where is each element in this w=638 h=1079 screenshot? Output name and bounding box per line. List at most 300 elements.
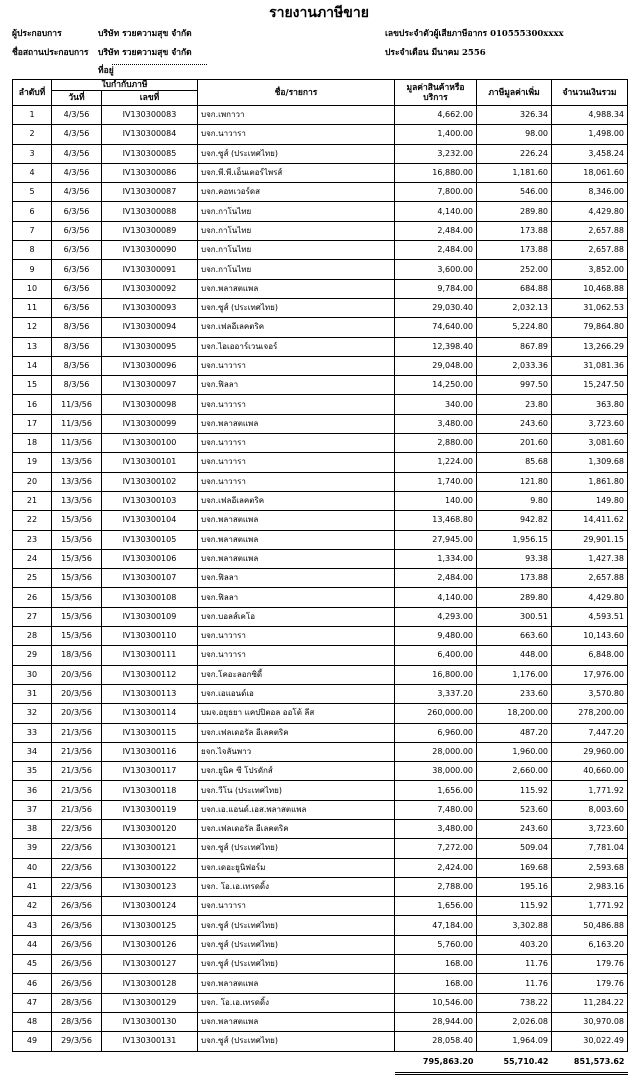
row-value: 1,740.00 <box>395 472 477 491</box>
row-no: 25 <box>13 569 52 588</box>
row-no: 38 <box>13 819 52 838</box>
row-total: 2,657.88 <box>552 569 628 588</box>
row-date: 4/3/56 <box>52 144 102 163</box>
row-vat: 2,033.36 <box>477 356 552 375</box>
row-invoice-number: IV130300107 <box>102 569 198 588</box>
row-value: 14,250.00 <box>395 376 477 395</box>
row-total: 4,593.51 <box>552 607 628 626</box>
table-row <box>13 376 628 395</box>
row-invoice-number: IV130300104 <box>102 511 198 530</box>
row-name: บจก.เอ.แอนด์.เอส.พลาสตแพล <box>198 800 395 819</box>
row-name: บจก.พลาสตแพล <box>198 279 395 298</box>
row-name: บจก.นาวารา <box>198 125 395 144</box>
row-invoice-number: IV130300086 <box>102 163 198 182</box>
row-invoice-number: IV130300093 <box>102 298 198 317</box>
row-invoice-number: IV130300083 <box>102 106 198 125</box>
row-date: 8/3/56 <box>52 376 102 395</box>
row-value: 1,400.00 <box>395 125 477 144</box>
row-date: 13/3/56 <box>52 453 102 472</box>
table-row <box>13 183 628 202</box>
row-name: บจก.นาวารา <box>198 627 395 646</box>
row-invoice-number: IV130300113 <box>102 684 198 703</box>
row-no: 30 <box>13 665 52 684</box>
row-vat: 663.60 <box>477 627 552 646</box>
row-no: 26 <box>13 588 52 607</box>
row-date: 15/3/56 <box>52 588 102 607</box>
row-name: บจก.คอทเวอร์ดส <box>198 183 395 202</box>
row-name: บจก.นาวารา <box>198 646 395 665</box>
row-vat: 98.00 <box>477 125 552 144</box>
row-date: 8/3/56 <box>52 356 102 375</box>
table-row <box>13 723 628 742</box>
table-row <box>13 858 628 877</box>
row-vat: 121.80 <box>477 472 552 491</box>
period: ประจำเดือน มีนาคม 2556 <box>385 48 486 58</box>
row-invoice-number: IV130300123 <box>102 877 198 896</box>
row-name: บจก.กาโนไทย <box>198 241 395 260</box>
row-value: 168.00 <box>395 955 477 974</box>
row-value: 4,662.00 <box>395 106 477 125</box>
row-date: 4/3/56 <box>52 183 102 202</box>
table-row <box>13 993 628 1012</box>
row-value: 2,788.00 <box>395 877 477 896</box>
row-date: 6/3/56 <box>52 279 102 298</box>
table-row <box>13 935 628 954</box>
row-name: ยจก.ไจลันพาว <box>198 742 395 761</box>
row-invoice-number: IV130300116 <box>102 742 198 761</box>
table-row <box>13 569 628 588</box>
row-total: 8,003.60 <box>552 800 628 819</box>
row-value: 74,640.00 <box>395 318 477 337</box>
row-total: 2,593.68 <box>552 858 628 877</box>
row-date: 13/3/56 <box>52 472 102 491</box>
row-invoice-number: IV130300124 <box>102 897 198 916</box>
row-vat: 23.80 <box>477 395 552 414</box>
row-total: 7,447.20 <box>552 723 628 742</box>
row-vat: 1,964.09 <box>477 1032 552 1051</box>
row-vat: 11.76 <box>477 955 552 974</box>
row-invoice-number: IV130300101 <box>102 453 198 472</box>
row-invoice-number: IV130300085 <box>102 144 198 163</box>
row-invoice-number: IV130300125 <box>102 916 198 935</box>
row-total: 11,284.22 <box>552 993 628 1012</box>
table-row <box>13 337 628 356</box>
row-no: 9 <box>13 260 52 279</box>
row-name: บจก.พลาสตแพล <box>198 549 395 568</box>
row-no: 29 <box>13 646 52 665</box>
row-total: 4,988.34 <box>552 106 628 125</box>
row-date: 6/3/56 <box>52 221 102 240</box>
row-vat: 942.82 <box>477 511 552 530</box>
table-row <box>13 356 628 375</box>
row-total: 4,429.80 <box>552 202 628 221</box>
row-vat: 5,224.80 <box>477 318 552 337</box>
row-invoice-number: IV130300095 <box>102 337 198 356</box>
row-value: 3,337.20 <box>395 684 477 703</box>
row-no: 14 <box>13 356 52 375</box>
row-date: 26/3/56 <box>52 955 102 974</box>
row-no: 21 <box>13 491 52 510</box>
row-vat: 546.00 <box>477 183 552 202</box>
row-no: 47 <box>13 993 52 1012</box>
row-value: 2,424.00 <box>395 858 477 877</box>
row-total: 4,429.80 <box>552 588 628 607</box>
address-label: ที่อยู่ <box>98 66 114 76</box>
row-name: บจก. โอ.เอ.เทรดดิ้ง <box>198 993 395 1012</box>
address-dotted-line <box>112 64 207 65</box>
sales-tax-table <box>12 79 628 1075</box>
row-value: 4,140.00 <box>395 202 477 221</box>
row-name: บมจ.อยุธยา แคปปิตอล ออโต้ ลีส <box>198 704 395 723</box>
col-total-header: จำนวนเงินรวม <box>552 80 628 106</box>
row-vat: 252.00 <box>477 260 552 279</box>
row-name: บจก.ซูส์ (ประเทศไทย) <box>198 839 395 858</box>
row-no: 27 <box>13 607 52 626</box>
row-no: 41 <box>13 877 52 896</box>
row-vat: 1,181.60 <box>477 163 552 182</box>
row-vat: 300.51 <box>477 607 552 626</box>
row-vat: 509.04 <box>477 839 552 858</box>
table-row <box>13 762 628 781</box>
row-no: 1 <box>13 106 52 125</box>
col-value-header-line1: มูลค่าสินค้าหรือ <box>406 82 465 93</box>
row-value: 47,184.00 <box>395 916 477 935</box>
row-name: บจก.ซูส์ (ประเทศไทย) <box>198 298 395 317</box>
row-date: 15/3/56 <box>52 530 102 549</box>
row-name: บจก.เฟลเดอรัล อีเลคตริค <box>198 723 395 742</box>
row-date: 22/3/56 <box>52 839 102 858</box>
tax-id: เลขประจำตัวผู้เสียภาษีอากร 010555300xxxx <box>385 29 564 39</box>
row-date: 21/3/56 <box>52 723 102 742</box>
row-no: 2 <box>13 125 52 144</box>
col-invoice-group-header: ใบกำกับภาษี <box>52 80 198 91</box>
row-total: 1,771.92 <box>552 897 628 916</box>
row-vat: 173.88 <box>477 221 552 240</box>
row-vat: 1,176.00 <box>477 665 552 684</box>
row-value: 16,800.00 <box>395 665 477 684</box>
table-row <box>13 106 628 125</box>
row-total: 8,346.00 <box>552 183 628 202</box>
row-value: 6,960.00 <box>395 723 477 742</box>
table-row <box>13 588 628 607</box>
row-vat: 487.20 <box>477 723 552 742</box>
row-invoice-number: IV130300087 <box>102 183 198 202</box>
table-row <box>13 897 628 916</box>
row-invoice-number: IV130300115 <box>102 723 198 742</box>
row-date: 28/3/56 <box>52 1012 102 1031</box>
row-invoice-number: IV130300129 <box>102 993 198 1012</box>
row-name: บจก.นาวารา <box>198 472 395 491</box>
table-row <box>13 627 628 646</box>
row-name: บจก.เดอะยูนิฟอร์ม <box>198 858 395 877</box>
row-total: 29,901.15 <box>552 530 628 549</box>
row-date: 26/3/56 <box>52 974 102 993</box>
row-name: บจก.พลาสตแพล <box>198 530 395 549</box>
row-no: 20 <box>13 472 52 491</box>
row-date: 28/3/56 <box>52 993 102 1012</box>
row-total: 2,657.88 <box>552 221 628 240</box>
row-date: 20/3/56 <box>52 665 102 684</box>
row-no: 44 <box>13 935 52 954</box>
row-total: 31,062.53 <box>552 298 628 317</box>
row-value: 1,224.00 <box>395 453 477 472</box>
row-value: 27,945.00 <box>395 530 477 549</box>
row-date: 21/3/56 <box>52 742 102 761</box>
row-invoice-number: IV130300127 <box>102 955 198 974</box>
row-value: 10,546.00 <box>395 993 477 1012</box>
row-vat: 1,960.00 <box>477 742 552 761</box>
row-value: 3,232.00 <box>395 144 477 163</box>
row-date: 4/3/56 <box>52 163 102 182</box>
row-invoice-number: IV130300120 <box>102 819 198 838</box>
row-date: 8/3/56 <box>52 318 102 337</box>
row-invoice-number: IV130300089 <box>102 221 198 240</box>
row-invoice-number: IV130300130 <box>102 1012 198 1031</box>
table-row <box>13 839 628 858</box>
row-value: 4,293.00 <box>395 607 477 626</box>
row-no: 13 <box>13 337 52 356</box>
row-total: 50,486.88 <box>552 916 628 935</box>
table-body <box>13 106 628 1052</box>
row-invoice-number: IV130300114 <box>102 704 198 723</box>
row-total: 1,771.92 <box>552 781 628 800</box>
row-date: 26/3/56 <box>52 897 102 916</box>
row-total: 3,723.60 <box>552 414 628 433</box>
table-row <box>13 221 628 240</box>
row-no: 3 <box>13 144 52 163</box>
row-name: บจก.ซูส์ (ประเทศไทย) <box>198 955 395 974</box>
row-name: บจก.นาวารา <box>198 897 395 916</box>
row-total: 2,657.88 <box>552 241 628 260</box>
row-total: 18,061.60 <box>552 163 628 182</box>
row-value: 3,480.00 <box>395 414 477 433</box>
row-name: บจก.พลาสตแพล <box>198 511 395 530</box>
row-vat: 738.22 <box>477 993 552 1012</box>
row-no: 49 <box>13 1032 52 1051</box>
table-row <box>13 877 628 896</box>
row-total: 1,309.68 <box>552 453 628 472</box>
row-no: 12 <box>13 318 52 337</box>
row-vat: 3,302.88 <box>477 916 552 935</box>
row-date: 15/3/56 <box>52 549 102 568</box>
row-total: 30,970.08 <box>552 1012 628 1031</box>
row-name: บจก.ฟิลลา <box>198 588 395 607</box>
row-name: บจก.เอแอนด์เอ <box>198 684 395 703</box>
row-value: 9,784.00 <box>395 279 477 298</box>
row-total: 1,427.38 <box>552 549 628 568</box>
table-row <box>13 530 628 549</box>
row-no: 39 <box>13 839 52 858</box>
table-row <box>13 704 628 723</box>
row-name: บจก.ซูส์ (ประเทศไทย) <box>198 916 395 935</box>
row-value: 16,880.00 <box>395 163 477 182</box>
table-row <box>13 974 628 993</box>
row-name: บจก.ยูนิค ซี โปรดักส์ <box>198 762 395 781</box>
table-row <box>13 163 628 182</box>
row-vat: 9.80 <box>477 491 552 510</box>
col-date-header: วันที่ <box>52 91 102 106</box>
row-value: 29,030.40 <box>395 298 477 317</box>
row-value: 3,600.00 <box>395 260 477 279</box>
col-value-header-line2: บริการ <box>423 92 448 103</box>
table-row <box>13 434 628 453</box>
row-total: 2,983.16 <box>552 877 628 896</box>
total-amount: 851,573.62 <box>552 1051 628 1073</box>
row-total: 278,200.00 <box>552 704 628 723</box>
row-vat: 684.88 <box>477 279 552 298</box>
row-name: บจก.กาโนไทย <box>198 260 395 279</box>
row-name: บจก.พลาสตแพล <box>198 1012 395 1031</box>
row-vat: 173.88 <box>477 569 552 588</box>
row-vat: 867.89 <box>477 337 552 356</box>
total-value: 795,863.20 <box>395 1051 477 1073</box>
row-name: บจก.บอลส์เคโอ <box>198 607 395 626</box>
row-date: 21/3/56 <box>52 762 102 781</box>
row-vat: 2,026.08 <box>477 1012 552 1031</box>
row-value: 13,468.80 <box>395 511 477 530</box>
row-date: 4/3/56 <box>52 125 102 144</box>
table-row <box>13 684 628 703</box>
row-invoice-number: IV130300109 <box>102 607 198 626</box>
row-total: 40,660.00 <box>552 762 628 781</box>
totals-row <box>13 1051 628 1073</box>
row-no: 45 <box>13 955 52 974</box>
row-no: 10 <box>13 279 52 298</box>
row-no: 22 <box>13 511 52 530</box>
row-value: 12,398.40 <box>395 337 477 356</box>
row-total: 363.80 <box>552 395 628 414</box>
row-date: 6/3/56 <box>52 202 102 221</box>
row-total: 3,458.24 <box>552 144 628 163</box>
row-date: 11/3/56 <box>52 395 102 414</box>
row-total: 79,864.80 <box>552 318 628 337</box>
row-vat: 326.34 <box>477 106 552 125</box>
table-row <box>13 125 628 144</box>
row-name: บจก.พี.พี.เอ็นเตอร์ไพรส์ <box>198 163 395 182</box>
row-date: 22/3/56 <box>52 877 102 896</box>
row-invoice-number: IV130300105 <box>102 530 198 549</box>
row-invoice-number: IV130300122 <box>102 858 198 877</box>
row-no: 24 <box>13 549 52 568</box>
row-total: 149.80 <box>552 491 628 510</box>
operator-value: บริษัท รวยความสุข จำกัด <box>98 29 192 39</box>
row-name: บจก.กาโนไทย <box>198 202 395 221</box>
table-row <box>13 472 628 491</box>
row-total: 7,781.04 <box>552 839 628 858</box>
row-vat: 115.92 <box>477 897 552 916</box>
row-name: บจก.ฟิลลา <box>198 569 395 588</box>
table-row <box>13 260 628 279</box>
row-date: 11/3/56 <box>52 434 102 453</box>
col-vat-header: ภาษีมูลค่าเพิ่ม <box>477 80 552 106</box>
row-date: 4/3/56 <box>52 106 102 125</box>
row-invoice-number: IV130300096 <box>102 356 198 375</box>
row-invoice-number: IV130300131 <box>102 1032 198 1051</box>
row-invoice-number: IV130300094 <box>102 318 198 337</box>
row-name: บจก.เฟลอีเลคตริค <box>198 491 395 510</box>
row-value: 4,140.00 <box>395 588 477 607</box>
row-name: บจก.วีโน (ประเทศไทย) <box>198 781 395 800</box>
table-row <box>13 916 628 935</box>
row-value: 2,880.00 <box>395 434 477 453</box>
row-no: 23 <box>13 530 52 549</box>
row-total: 10,468.88 <box>552 279 628 298</box>
row-total: 14,411.62 <box>552 511 628 530</box>
row-total: 3,852.00 <box>552 260 628 279</box>
row-date: 20/3/56 <box>52 684 102 703</box>
row-vat: 289.80 <box>477 588 552 607</box>
row-vat: 11.76 <box>477 974 552 993</box>
row-date: 26/3/56 <box>52 916 102 935</box>
row-name: บจก.เพกาวา <box>198 106 395 125</box>
row-total: 6,163.20 <box>552 935 628 954</box>
row-vat: 195.16 <box>477 877 552 896</box>
row-vat: 18,200.00 <box>477 704 552 723</box>
row-no: 42 <box>13 897 52 916</box>
table-row <box>13 511 628 530</box>
row-total: 3,081.60 <box>552 434 628 453</box>
row-total: 17,976.00 <box>552 665 628 684</box>
row-vat: 523.60 <box>477 800 552 819</box>
row-invoice-number: IV130300121 <box>102 839 198 858</box>
table-row <box>13 395 628 414</box>
row-date: 15/3/56 <box>52 627 102 646</box>
row-total: 10,143.60 <box>552 627 628 646</box>
row-no: 4 <box>13 163 52 182</box>
row-vat: 2,660.00 <box>477 762 552 781</box>
row-date: 22/3/56 <box>52 819 102 838</box>
row-no: 17 <box>13 414 52 433</box>
table-row <box>13 646 628 665</box>
row-vat: 243.60 <box>477 414 552 433</box>
row-name: บจก.ฟิลลา <box>198 376 395 395</box>
row-no: 19 <box>13 453 52 472</box>
row-date: 29/3/56 <box>52 1032 102 1051</box>
col-number-header: เลขที่ <box>102 91 198 106</box>
row-vat: 85.68 <box>477 453 552 472</box>
row-value: 28,944.00 <box>395 1012 477 1031</box>
table-row <box>13 279 628 298</box>
row-invoice-number: IV130300098 <box>102 395 198 414</box>
row-name: บจก.กาโนไทย <box>198 221 395 240</box>
row-name: บจก.พลาสตแพล <box>198 414 395 433</box>
total-vat: 55,710.42 <box>477 1051 552 1073</box>
row-vat: 243.60 <box>477 819 552 838</box>
row-value: 38,000.00 <box>395 762 477 781</box>
row-no: 46 <box>13 974 52 993</box>
row-invoice-number: IV130300102 <box>102 472 198 491</box>
row-no: 32 <box>13 704 52 723</box>
row-value: 3,480.00 <box>395 819 477 838</box>
row-name: บจก.นาวารา <box>198 356 395 375</box>
row-total: 29,960.00 <box>552 742 628 761</box>
row-value: 6,400.00 <box>395 646 477 665</box>
row-no: 8 <box>13 241 52 260</box>
row-value: 28,000.00 <box>395 742 477 761</box>
row-date: 15/3/56 <box>52 569 102 588</box>
row-value: 7,800.00 <box>395 183 477 202</box>
row-no: 33 <box>13 723 52 742</box>
row-total: 13,266.29 <box>552 337 628 356</box>
row-date: 6/3/56 <box>52 241 102 260</box>
row-invoice-number: IV130300126 <box>102 935 198 954</box>
table-row <box>13 1032 628 1051</box>
row-invoice-number: IV130300119 <box>102 800 198 819</box>
row-value: 2,484.00 <box>395 569 477 588</box>
row-no: 35 <box>13 762 52 781</box>
col-no-header: ลำดับที่ <box>13 80 52 106</box>
row-vat: 2,032.13 <box>477 298 552 317</box>
